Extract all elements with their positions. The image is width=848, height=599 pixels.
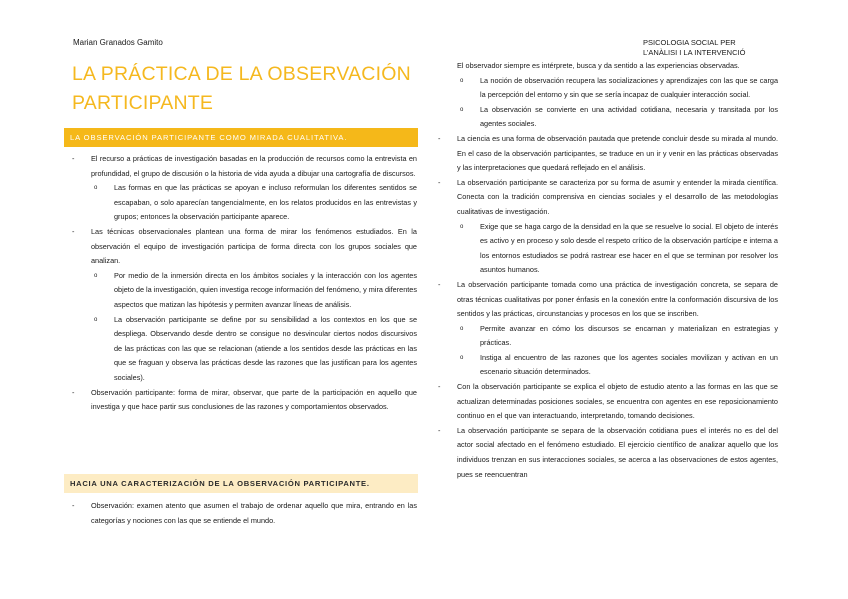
list-item-text: Por medio de la inmersión directa en los ámbitos sociales y la interacción con los agentes objeto de la investigación, quien investiga recoge información del fenómeno, y mira diferentes aspectos que matizan las hipótesis y permiten avanzar líneas de análisis. <box>114 270 417 309</box>
list-item-text: La observación participante tomada como una práctica de investigación concreta, se separa de otras técnicas cualitativas por poner énfasis en la conexión entre la conformación discursiva de los sentidos y las prácticas, circunstancias y procesos en los que se inscriben. <box>457 279 778 319</box>
bullet-marker: o <box>94 316 98 323</box>
list-item-text: La observación participante se separa de la observación cotidiana pues el interés no es del del actor social afectado en el fenómeno estudiado. El ejercicio científico de analizar aquello que los individuos trenzan en sus interacciones sociales, se acerca a las observaciones de estos agentes, pues se reencuentran <box>457 425 778 479</box>
bullet-marker: - <box>72 226 75 236</box>
list-item <box>438 176 778 220</box>
bullet-marker: o <box>460 354 464 361</box>
bullet-marker: o <box>460 223 464 230</box>
bullet-marker: o <box>94 185 98 192</box>
title-line-2: PARTICIPANTE <box>72 92 214 114</box>
sub-list-item <box>72 181 417 225</box>
sub-list-item <box>438 103 778 132</box>
sub-list-item <box>438 220 778 278</box>
list-item <box>72 499 417 528</box>
bullet-marker: - <box>438 279 441 289</box>
list-item <box>72 225 417 269</box>
list-item-text: La noción de observación recupera las socializaciones y aprendizajes con las que se carga la percepción del entorno y sin que se sería incapaz de cualquier interacción social. <box>480 75 778 100</box>
list-item-text: Observación participante: forma de mirar, observar, que parte de la participación en aquello que investiga y que hace partir sus conclusiones de las razones y comportamientos observados. <box>91 387 417 412</box>
list-item-text: Instiga al encuentro de las razones que los agentes sociales movilizan y activan en un escenario situación determinados. <box>480 352 778 377</box>
page-title <box>72 60 432 118</box>
section-heading-2: HACIA UNA CARACTERIZACIÓN DE LA OBSERVACIÓN PARTICIPANTE. <box>64 474 418 493</box>
list-item-text: La ciencia es una forma de observación pautada que pretende concluir desde su mirada al mundo. En el caso de la observación participantes, se traduce en un ir y venir en las prácticas observadas y las interpretaciones que quedará reflejado en el análisis. <box>457 133 778 173</box>
course-header <box>643 38 813 58</box>
title-line-1: LA PRÁCTICA DE LA OBSERVACIÓN <box>72 63 411 85</box>
list-item-text: Observación: examen atento que asumen el trabajo de ordenar aquello que mira, entrando en las categorías y nociones con las que se entiende el mundo. <box>91 501 417 525</box>
list-item-text: Permite avanzar en cómo los discursos se encarnan y materializan en estrategias y prácticas. <box>480 323 778 348</box>
bullet-marker: - <box>438 133 441 143</box>
course-line-2: L’ANÀLISI I LA INTERVENCIÓ <box>643 48 746 57</box>
section-heading-1: LA OBSERVACIÓN PARTICIPANTE COMO MIRADA CUALITATIVA. <box>64 128 418 147</box>
bullet-marker: - <box>72 387 75 397</box>
left-column-section-2 <box>72 499 417 528</box>
bullet-marker: - <box>72 501 75 510</box>
list-item-text: El recurso a prácticas de investigación basadas en la producción de recursos como la entrevista en profundidad, el grupo de discusión o la historia de vida ayuda a dibujar una cartografía de discursos. <box>91 154 417 178</box>
list-item-text: La observación se convierte en una actividad cotidiana, necesaria y transitada por los agentes sociales. <box>480 104 778 129</box>
right-column <box>438 59 778 482</box>
list-item-text: Las formas en que las prácticas se apoyan e incluso reformulan los diferentes sentidos se escapaban, o solo aparecían tangencialmente, en los relatos producidos en las entrevistas y grupos; entonces la observación participante aparece. <box>114 183 417 222</box>
bullet-marker: - <box>438 382 441 392</box>
bullet-marker: - <box>72 154 75 163</box>
left-column <box>72 152 417 415</box>
list-item <box>72 152 417 181</box>
bullet-marker: o <box>460 106 464 113</box>
sub-list-item <box>438 322 778 351</box>
bullet-marker: o <box>460 325 464 332</box>
bullet-marker: o <box>94 272 98 279</box>
intro-paragraph: El observador siempre es intérprete, busca y da sentido a las experiencias observadas. <box>457 61 740 70</box>
author-name: Marian Granados Gamito <box>73 38 163 47</box>
list-item-text: Exige que se haga cargo de la densidad en la que se resuelve lo social. El objeto de interés es activo y en proceso y solo desde el respeto crítico de la observación partícipe e interna a los entornos estudiados se podrá rastrear ese hacer en el que se terminan por resolver los asuntos humanos. <box>480 221 778 275</box>
list-item-text: Las técnicas observacionales plantean una forma de mirar los fenómenos estudiados. En la observación el equipo de investigación participa de forma directa con los grupos sociales que analizan. <box>91 226 417 266</box>
list-item <box>72 386 417 415</box>
list-item <box>438 380 778 424</box>
sub-list-item <box>72 269 417 313</box>
sub-list-item <box>72 313 417 386</box>
sub-list-item <box>438 74 778 103</box>
list-item-text: Con la observación participante se explica el objeto de estudio atento a las formas en las que se actualizan determinadas posiciones sociales, se encuentra con agentes en ese reposicionamiento continuo en el que van interactuando, interpretando, tomando decisiones. <box>457 382 778 421</box>
course-line-1: PSICOLOGIA SOCIAL PER <box>643 38 736 47</box>
list-item-text: La observación participante se define por su sensibilidad a los contextos en los que se despliega. Observando desde dentro se consigue no desvincular ciertos nodos discursivos de las prácticas con las que se relacionan (atiende a los sentidos desde las prácticas en las que se fraguan y observa las prácticas desde las razones que las justifican para los agentes sociales). <box>114 314 417 382</box>
bullet-marker: - <box>438 425 441 435</box>
list-item-text: La observación participante se caracteriza por su forma de asumir y entender la mirada científica. Conecta con la tradición comprensiva en ciencias sociales y el desarrollo de las metodologías cualitativas de investigación. <box>457 177 778 216</box>
list-item <box>438 132 778 176</box>
bullet-marker: - <box>438 177 441 187</box>
bullet-marker: o <box>460 77 464 84</box>
sub-list-item <box>438 351 778 380</box>
list-item <box>438 424 778 482</box>
list-item <box>438 278 778 322</box>
